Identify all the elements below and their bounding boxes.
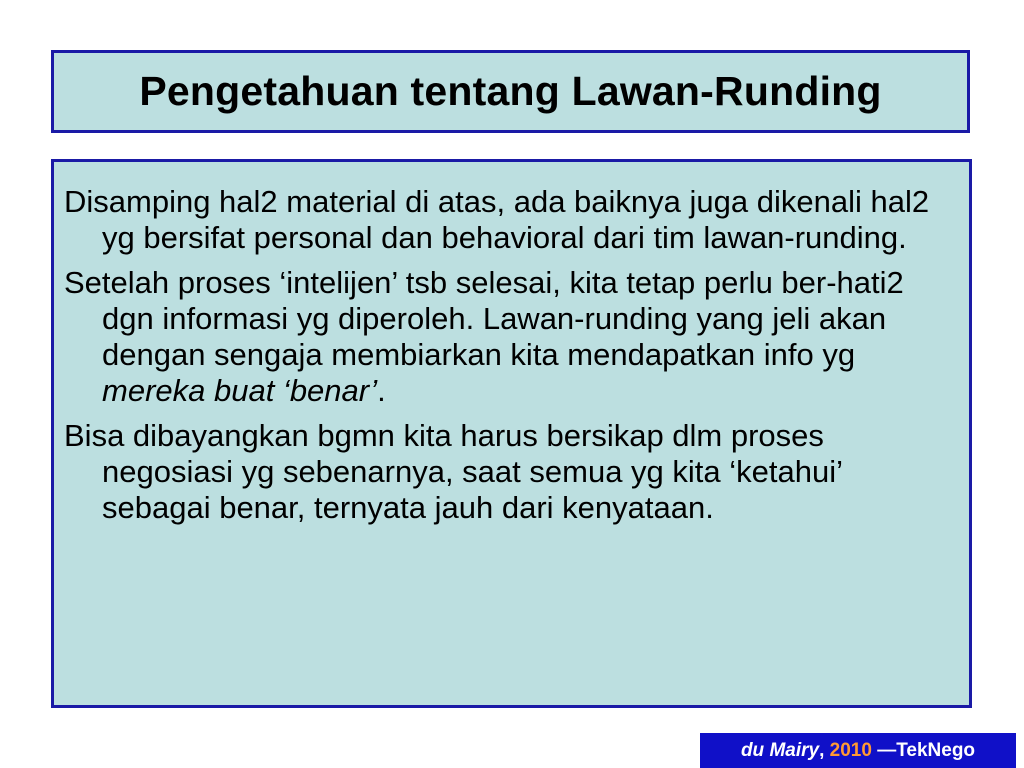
paragraph-3: Bisa dibayangkan bgmn kita harus bersikap dlm proses negosiasi yg sebenarnya, saat semua yg kita ‘ketahui’ sebagai benar, ternyata jauh dari kenyataan. — [64, 418, 842, 525]
footer-year: 2010 — [829, 739, 872, 761]
footer-author: du Mairy — [740, 739, 820, 761]
paragraph-2 — [64, 265, 955, 409]
paragraph-1: Disamping hal2 material di atas, ada baiknya juga dikenali hal2 yg bersifat personal dan behavioral dari tim lawan-runding. — [64, 184, 930, 255]
paragraph-2-end: . — [377, 373, 386, 408]
title-box — [51, 50, 970, 133]
footer-separator: , — [819, 739, 830, 761]
footer-suffix: —TekNego — [871, 739, 976, 761]
slide-title: Pengetahuan tentang Lawan-Runding — [139, 68, 882, 114]
paragraph-2-text: Setelah proses ‘intelijen’ tsb selesai, kita tetap perlu ber-hati2 dgn informasi yg diperoleh. Lawan-runding yang jeli akan dengan sengaja membiarkan kita mendapatkan info yg — [64, 265, 904, 372]
footer-credit — [700, 733, 1016, 768]
paragraph-2-italic: mereka buat ‘benar’ — [102, 373, 378, 408]
content-box — [51, 159, 972, 708]
